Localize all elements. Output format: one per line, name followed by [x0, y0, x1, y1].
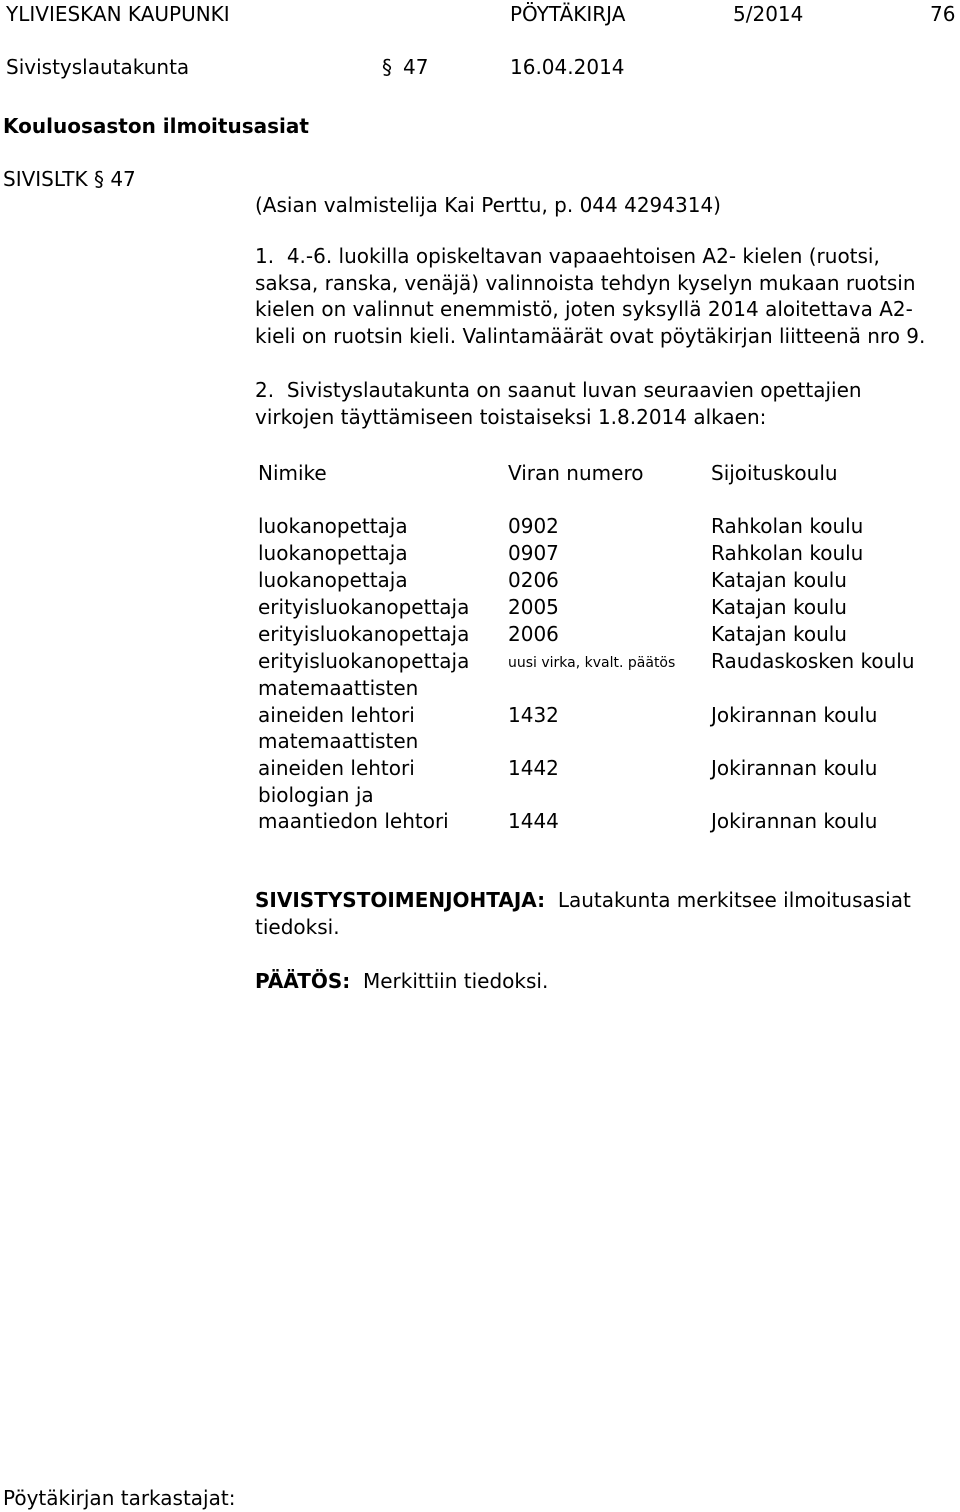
row-number: 2006: [508, 622, 559, 646]
row-number: 2005: [508, 595, 559, 619]
table-row: [258, 758, 948, 785]
row-school: Rahkolan koulu: [711, 541, 864, 565]
row-school: Rahkolan koulu: [711, 514, 864, 538]
table-row: [258, 624, 948, 651]
row-school: Katajan koulu: [711, 622, 847, 646]
row-number: 1442: [508, 756, 559, 780]
item-2-number: 2.: [255, 378, 275, 402]
table-row: [258, 516, 948, 543]
meeting-date: 16.04.2014: [510, 55, 625, 79]
row-number: 1432: [508, 703, 559, 727]
decision: [255, 968, 945, 995]
table-row: [258, 811, 948, 838]
row-title: maantiedon lehtori: [258, 809, 449, 833]
reference-section-symbol: §: [93, 167, 104, 191]
row-title: aineiden lehtori: [258, 756, 415, 780]
header-number: Viran numero: [508, 461, 644, 485]
proposal: [255, 887, 945, 940]
section-number: 47: [403, 55, 429, 79]
section-title: Kouluosaston ilmoitusasiat: [3, 114, 309, 138]
row-title: erityisluokanopettaja: [258, 595, 470, 619]
table-row: [258, 651, 948, 678]
reference-section-number: 47: [110, 167, 136, 191]
proposal-text: Lautakunta merkitsee ilmoitusasiat tiedoksi.: [255, 888, 911, 939]
table-row-title-line1: [258, 678, 948, 705]
row-title: luokanopettaja: [258, 568, 408, 592]
decision-label: PÄÄTÖS:: [255, 969, 351, 993]
row-number: uusi virka, kvalt. päätös: [508, 655, 676, 671]
row-school: Jokirannan koulu: [711, 809, 878, 833]
section-symbol: §: [382, 55, 392, 79]
reference: [3, 169, 136, 189]
item-1-number: 1.: [255, 244, 275, 268]
reference-code: SIVISLTK: [3, 167, 88, 191]
header-school: Sijoituskoulu: [711, 461, 838, 485]
document-number: 5/2014: [733, 2, 804, 26]
item-2-text: Sivistyslautakunta on saanut luvan seuraavien opettajien virkojen täyttämiseen toistaiseksi 1.8.2014 alkaen:: [255, 378, 862, 429]
row-number: 0902: [508, 514, 559, 538]
row-school: Katajan koulu: [711, 595, 847, 619]
table-row-title-line1: [258, 785, 948, 812]
row-number: 0907: [508, 541, 559, 565]
row-school: Katajan koulu: [711, 568, 847, 592]
row-school: Raudaskosken koulu: [711, 649, 915, 673]
preparer-note: (Asian valmistelija Kai Perttu, p. 044 4294314): [255, 193, 721, 217]
item-2: [255, 377, 945, 430]
row-title: luokanopettaja: [258, 541, 408, 565]
row-title-line1: matemaattisten: [258, 676, 419, 700]
table-row: [258, 705, 948, 732]
decision-text: Merkittiin tiedoksi.: [363, 969, 549, 993]
item-1-text: 4.-6. luokilla opiskeltavan vapaaehtoisen A2- kielen (ruotsi, saksa, ranska, venäjä) valinnoista tehdyn kyselyn mukaan ruotsin kielen on valinnut enemmistö, joten syksyllä 2014 aloitettava A2-kieli on ruotsin kieli. Valintamäärät ovat pöytäkirjan liitteenä nro 9.: [255, 244, 926, 349]
row-title: erityisluokanopettaja: [258, 649, 470, 673]
table-row: [258, 570, 948, 597]
table-row: [258, 597, 948, 624]
row-school: Jokirannan koulu: [711, 703, 878, 727]
row-title: aineiden lehtori: [258, 703, 415, 727]
row-title: luokanopettaja: [258, 514, 408, 538]
table-header: [258, 463, 948, 490]
table-row-title-line1: [258, 731, 948, 758]
row-title-line1: matemaattisten: [258, 729, 419, 753]
row-number: 1444: [508, 809, 559, 833]
board-name: Sivistyslautakunta: [6, 55, 190, 79]
reviewers-label: Pöytäkirjan tarkastajat:: [3, 1486, 236, 1510]
row-title-line1: biologian ja: [258, 783, 374, 807]
page-number: 76: [930, 2, 956, 26]
proposal-label: SIVISTYSTOIMENJOHTAJA:: [255, 888, 546, 912]
row-number: 0206: [508, 568, 559, 592]
document-type: PÖYTÄKIRJA: [510, 2, 626, 26]
row-school: Jokirannan koulu: [711, 756, 878, 780]
row-title: erityisluokanopettaja: [258, 622, 470, 646]
header-title: Nimike: [258, 461, 327, 485]
item-1: [255, 243, 945, 350]
organization-name: YLIVIESKAN KAUPUNKI: [6, 2, 230, 26]
table-row: [258, 543, 948, 570]
